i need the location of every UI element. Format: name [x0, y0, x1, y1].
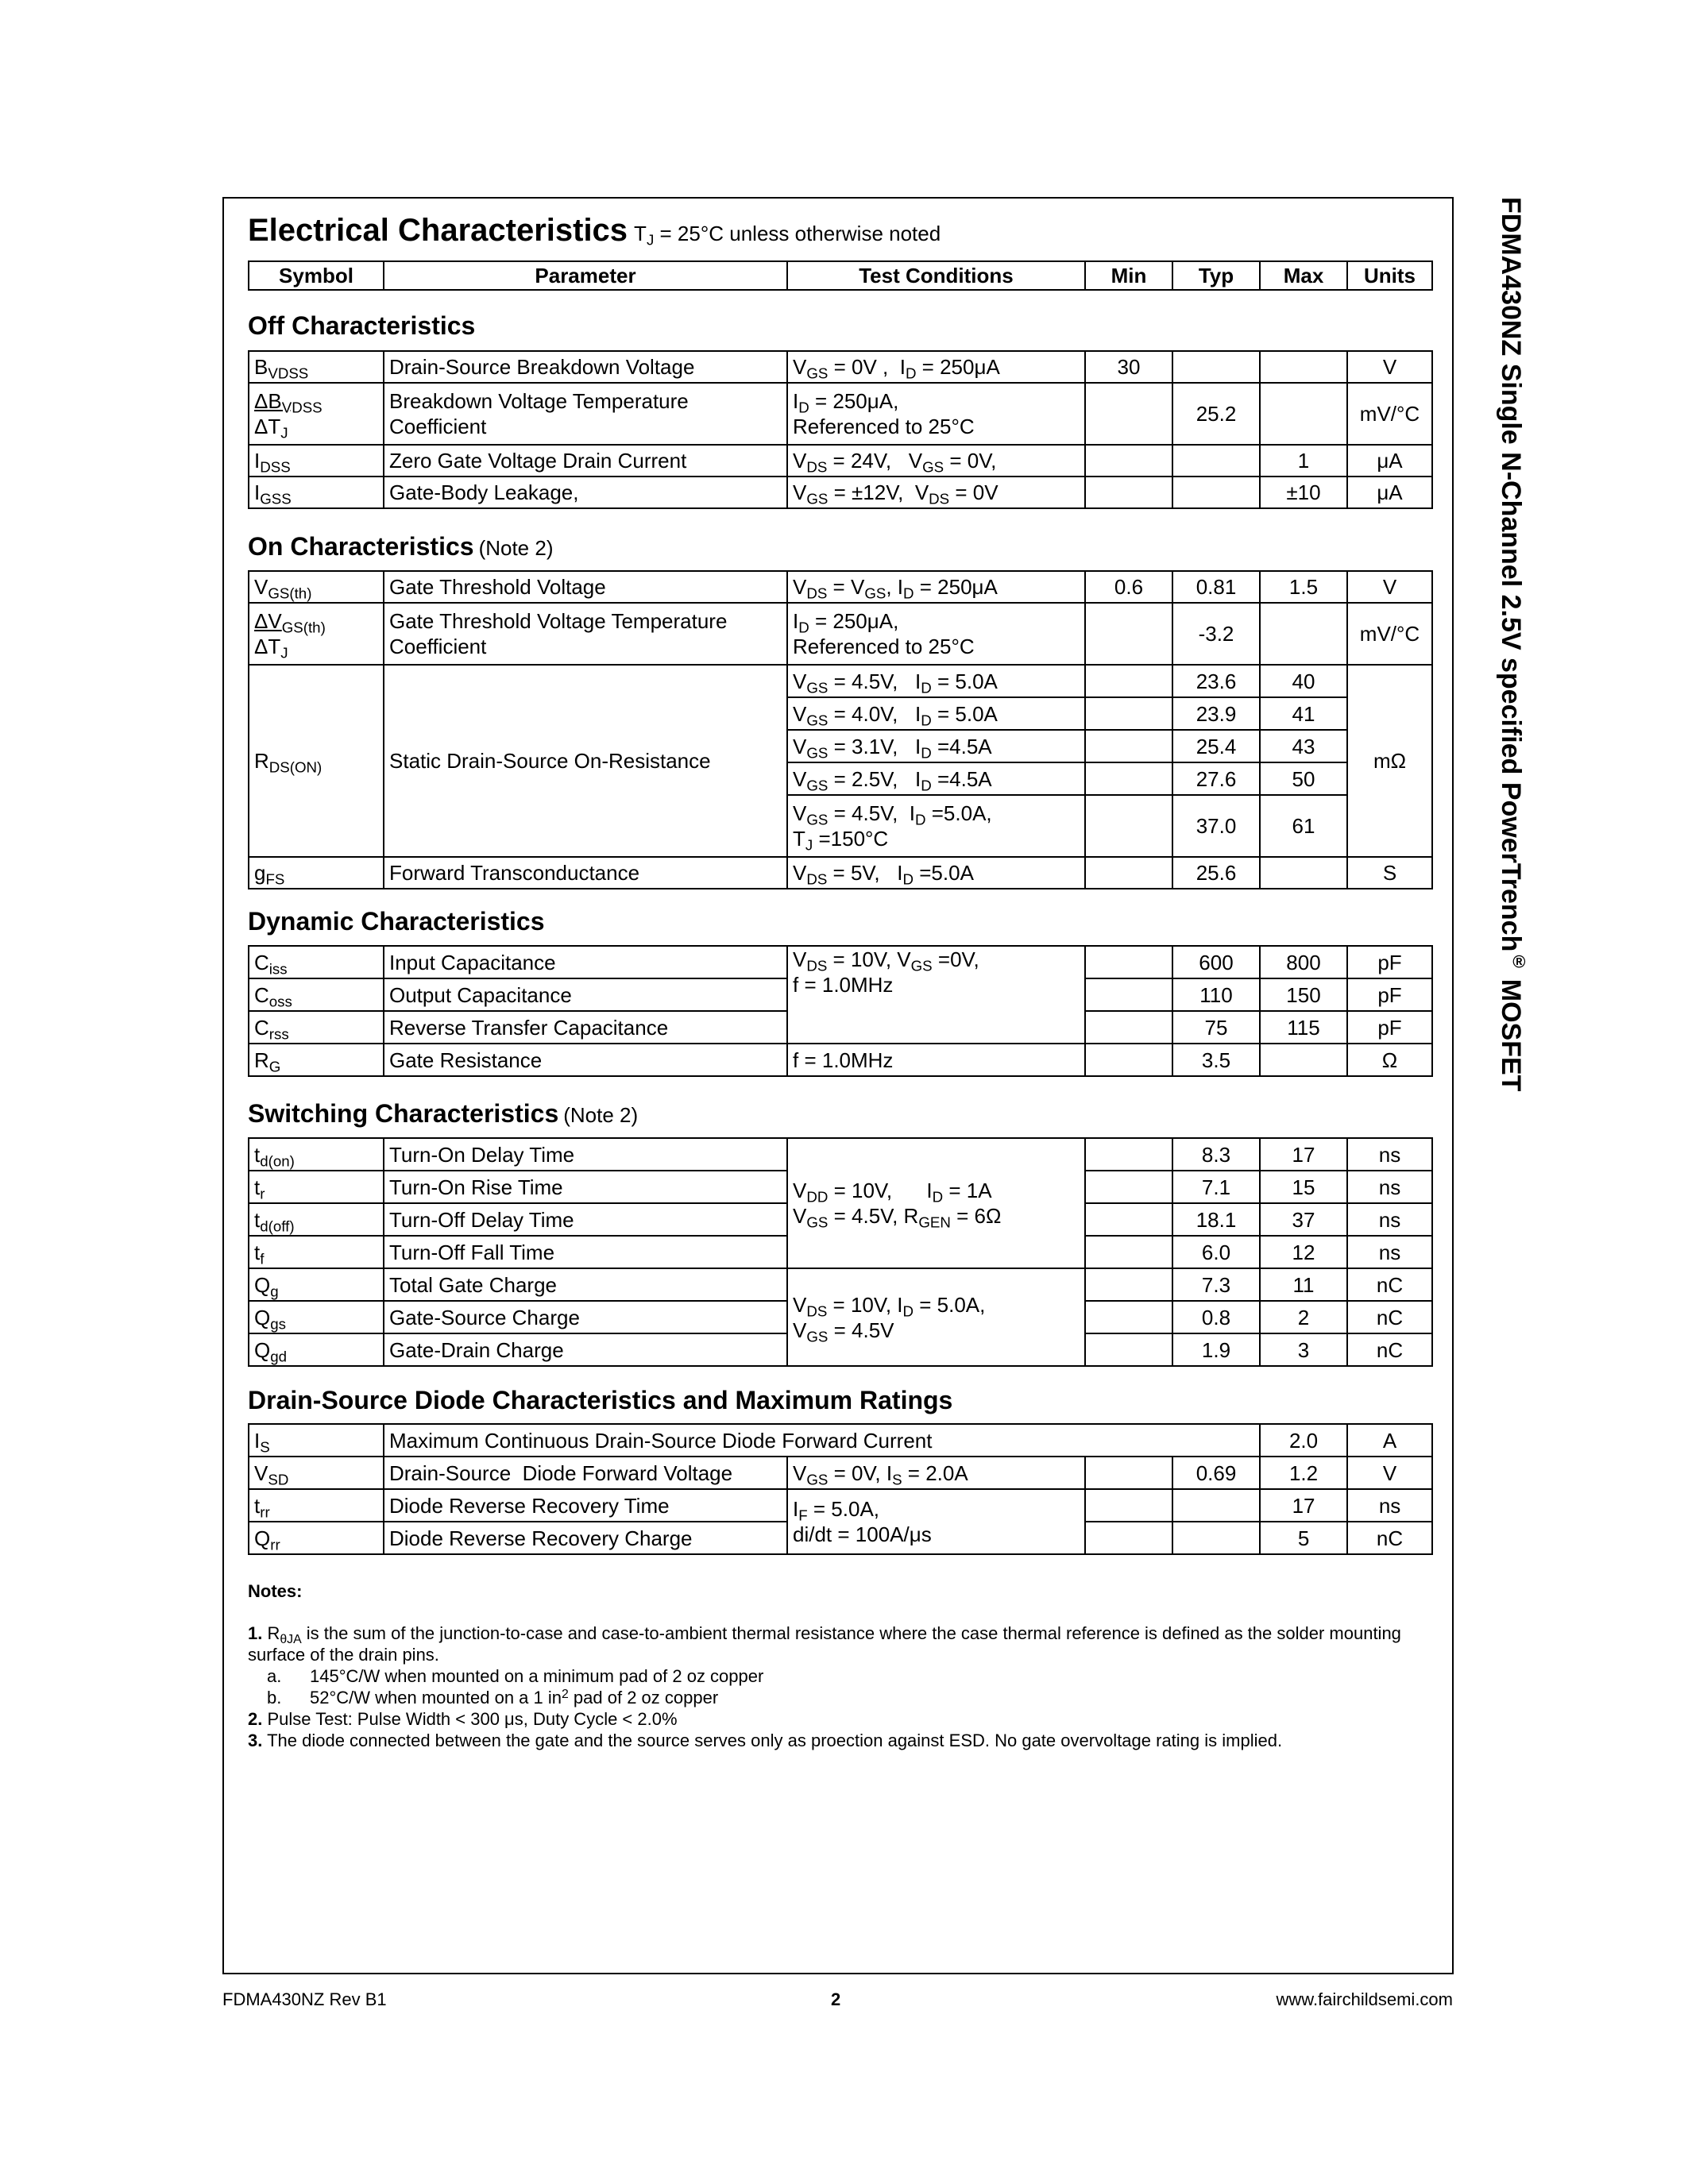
typ-cell: 0.8	[1172, 1301, 1260, 1333]
max-cell	[1260, 351, 1347, 383]
min-cell	[1085, 477, 1172, 508]
max-cell: 1	[1260, 445, 1347, 477]
parameter-cell: Gate Resistance	[384, 1044, 787, 1076]
units-cell: μA	[1347, 445, 1432, 477]
condition-cell: $V_{GS} = 4.5V$, $I_D = 5.0A$	[787, 665, 1085, 697]
table-row	[249, 1424, 1432, 1457]
typ-cell: 0.81	[1172, 571, 1260, 603]
max-cell	[1260, 603, 1347, 665]
min-cell	[1085, 1268, 1172, 1301]
max-cell: 1.5	[1260, 571, 1347, 603]
units-cell: pF	[1347, 946, 1432, 978]
units-cell: mV/°C	[1347, 383, 1432, 445]
min-cell	[1085, 1138, 1172, 1171]
units-cell: nC	[1347, 1301, 1432, 1333]
table-row	[249, 1268, 1432, 1301]
min-cell	[1085, 1011, 1172, 1044]
min-cell	[1085, 1457, 1172, 1489]
min-cell	[1085, 1301, 1172, 1333]
col-parameter: Parameter	[384, 261, 787, 290]
note-1: 1. $R_{\theta JA}$ is the sum of the junction-to-case and case-to-ambient thermal resistance where the case thermal reference is defined as the solder mounting surface of the drain pins.	[248, 1623, 1401, 1665]
parameter-cell: Gate-Body Leakage,	[384, 477, 787, 508]
units-cell: nC	[1347, 1268, 1432, 1301]
symbol-cell: $Q_{rr}$	[249, 1522, 384, 1554]
symbol-cell: $Q_g$	[249, 1268, 384, 1301]
min-cell	[1085, 795, 1172, 857]
units-cell: V	[1347, 351, 1432, 383]
header-table	[248, 260, 1433, 291]
units-cell: ns	[1347, 1489, 1432, 1522]
parameter-cell: Gate-Source Charge	[384, 1301, 787, 1333]
condition-cell: $V_{GS} = 4.0V$, $I_D = 5.0A$	[787, 697, 1085, 730]
page-title: Electrical Characteristics $T_J = 25^\circ C$ unless otherwise noted	[248, 213, 941, 249]
condition-cell: $V_{DS} = 5V$, $I_D =5.0A$	[787, 857, 1085, 889]
col-min: Min	[1085, 261, 1172, 290]
switching-table	[248, 1137, 1433, 1367]
max-cell: 50	[1260, 762, 1347, 795]
max-cell	[1260, 857, 1347, 889]
max-cell: 3	[1260, 1333, 1347, 1366]
parameter-cell: Turn-Off Delay Time	[384, 1203, 787, 1236]
parameter-cell: Diode Reverse Recovery Time	[384, 1489, 787, 1522]
typ-cell: 25.6	[1172, 857, 1260, 889]
table-row	[249, 946, 1432, 978]
units-cell: ns	[1347, 1236, 1432, 1268]
symbol-cell: $t_{rr}$	[249, 1489, 384, 1522]
units-cell: S	[1347, 857, 1432, 889]
units-cell: A	[1347, 1424, 1432, 1457]
parameter-cell: Input Capacitance	[384, 946, 787, 978]
typ-cell: 23.6	[1172, 665, 1260, 697]
typ-cell: 27.6	[1172, 762, 1260, 795]
units-cell: ns	[1347, 1138, 1432, 1171]
symbol-cell: $t_{d(off)}$	[249, 1203, 384, 1236]
min-cell	[1085, 762, 1172, 795]
units-cell: ns	[1347, 1171, 1432, 1203]
on-table	[248, 570, 1433, 889]
footer-website-link[interactable]: www.fairchildsemi.com	[1276, 1989, 1453, 2009]
max-cell: 5	[1260, 1522, 1347, 1554]
units-cell: nC	[1347, 1522, 1432, 1554]
note-1b: b. 52°C/W when mounted on a 1 $in^2$ pad of 2 oz copper	[267, 1687, 719, 1707]
parameter-cell: Diode Reverse Recovery Charge	[384, 1522, 787, 1554]
min-cell	[1085, 1333, 1172, 1366]
notes-heading: Notes:	[248, 1581, 303, 1601]
symbol-cell: $t_r$	[249, 1171, 384, 1203]
condition-cell: $V_{GS} = 3.1V$, $I_D =4.5A$	[787, 730, 1085, 762]
off-table	[248, 350, 1433, 509]
units-cell: V	[1347, 571, 1432, 603]
section-switching-title: Switching Characteristics (Note 2)	[248, 1099, 639, 1128]
typ-cell: 23.9	[1172, 697, 1260, 730]
table-row	[249, 665, 1432, 697]
symbol-cell: $C_{iss}$	[249, 946, 384, 978]
max-cell: 43	[1260, 730, 1347, 762]
typ-cell: 37.0	[1172, 795, 1260, 857]
parameter-cell: Output Capacitance	[384, 978, 787, 1011]
units-cell: Ω	[1347, 1044, 1432, 1076]
min-cell	[1085, 665, 1172, 697]
max-cell: ±10	[1260, 477, 1347, 508]
parameter-cell: Reverse Transfer Capacitance	[384, 1011, 787, 1044]
max-cell: 115	[1260, 1011, 1347, 1044]
max-cell: 61	[1260, 795, 1347, 857]
typ-cell: 7.1	[1172, 1171, 1260, 1203]
max-cell: 15	[1260, 1171, 1347, 1203]
dynamic-table	[248, 945, 1433, 1077]
symbol-cell: $R_{DS(ON)}$	[249, 665, 384, 857]
symbol-cell: $I_S$	[249, 1424, 384, 1457]
table-row	[249, 1138, 1432, 1171]
note-3: 3. The diode connected between the gate and the source serves only as proection against ESD. No gate overvoltage rating is implied.	[248, 1731, 1283, 1750]
parameter-cell: Turn-On Delay Time	[384, 1138, 787, 1171]
max-cell	[1260, 383, 1347, 445]
typ-cell: 3.5	[1172, 1044, 1260, 1076]
col-max: Max	[1260, 261, 1347, 290]
condition-cell: $V_{GS} = 0V$, $I_S = 2.0A$	[787, 1457, 1085, 1489]
symbol-cell: $B_{VDSS}$	[249, 351, 384, 383]
units-cell: μA	[1347, 477, 1432, 508]
notes	[248, 1580, 1436, 1751]
condition-cell: $V_{GS} = 0V$ , $I_D = 250\mu A$	[787, 351, 1085, 383]
max-cell: 150	[1260, 978, 1347, 1011]
parameter-cell: Drain-Source Breakdown Voltage	[384, 351, 787, 383]
table-header-row	[249, 261, 1432, 290]
condition-cell: f = 1.0MHz	[787, 1044, 1085, 1076]
parameter-cell: Gate Threshold Voltage	[384, 571, 787, 603]
symbol-cell: $Q_{gd}$	[249, 1333, 384, 1366]
condition-cell: $V_{DS} = 10V$, $V_{GS} =0V$, f = 1.0MHz	[787, 946, 1085, 1044]
table-row	[249, 1489, 1432, 1522]
typ-cell: 0.69	[1172, 1457, 1260, 1489]
min-cell: 30	[1085, 351, 1172, 383]
parameter-cell: Drain-Source Diode Forward Voltage	[384, 1457, 787, 1489]
typ-cell: 110	[1172, 978, 1260, 1011]
max-cell: 12	[1260, 1236, 1347, 1268]
table-row	[249, 857, 1432, 889]
min-cell	[1085, 978, 1172, 1011]
symbol-cell: $t_{d(on)}$	[249, 1138, 384, 1171]
min-cell	[1085, 1522, 1172, 1554]
min-cell	[1085, 946, 1172, 978]
max-cell: 11	[1260, 1268, 1347, 1301]
condition-cell: $V_{GS} = 2.5V$, $I_D =4.5A$	[787, 762, 1085, 795]
condition-cell: $I_F = 5.0A$, di/dt = 100A/μs	[787, 1489, 1085, 1554]
note-2: 2. Pulse Test: Pulse Width < 300 μs, Duty Cycle < 2.0%	[248, 1709, 678, 1729]
units-cell: V	[1347, 1457, 1432, 1489]
min-cell	[1085, 603, 1172, 665]
side-title: FDMA430NZ Single N-Channel 2.5V specified PowerTrench® MOSFET	[1496, 197, 1529, 1092]
min-cell	[1085, 1171, 1172, 1203]
min-cell	[1085, 445, 1172, 477]
section-on-title: On Characteristics (Note 2)	[248, 532, 554, 561]
symbol-cell: $C_{oss}$	[249, 978, 384, 1011]
typ-cell: 8.3	[1172, 1138, 1260, 1171]
max-cell: 2	[1260, 1301, 1347, 1333]
parameter-cell: Turn-Off Fall Time	[384, 1236, 787, 1268]
section-off-title: Off Characteristics	[248, 311, 476, 340]
table-row	[249, 445, 1432, 477]
symbol-cell: $R_G$	[249, 1044, 384, 1076]
min-cell	[1085, 697, 1172, 730]
parameter-cell: Maximum Continuous Drain-Source Diode Forward Current	[384, 1424, 1260, 1457]
min-cell	[1085, 383, 1172, 445]
parameter-cell: Turn-On Rise Time	[384, 1171, 787, 1203]
max-cell	[1260, 1044, 1347, 1076]
symbol-cell: $I_{GSS}$	[249, 477, 384, 508]
section-diode-title: Drain-Source Diode Characteristics and Maximum Ratings	[248, 1386, 953, 1414]
col-units: Units	[1347, 261, 1432, 290]
symbol-cell: $t_f$	[249, 1236, 384, 1268]
max-cell: 1.2	[1260, 1457, 1347, 1489]
condition-cell: $V_{DS} = 24V$, $V_{GS} = 0V$,	[787, 445, 1085, 477]
symbol-cell: $V_{GS(th)}$	[249, 571, 384, 603]
footer-doc-id: FDMA430NZ Rev B1	[222, 1989, 387, 2009]
symbol-cell: $Q_{gs}$	[249, 1301, 384, 1333]
typ-cell	[1172, 351, 1260, 383]
diode-table	[248, 1423, 1433, 1555]
condition-cell: $V_{GS} = 4.5V$, $I_D =5.0A$, $T_J =150^\circ C$	[787, 795, 1085, 857]
table-row	[249, 351, 1432, 383]
symbol-cell: $\Delta B_{VDSS}$ $\Delta T_J$	[249, 383, 384, 445]
condition-cell: $V_{DS} = V_{GS}$, $I_D = 250\mu A$	[787, 571, 1085, 603]
typ-cell	[1172, 445, 1260, 477]
units-cell: mΩ	[1347, 665, 1432, 857]
table-row	[249, 383, 1432, 445]
units-cell: ns	[1347, 1203, 1432, 1236]
min-cell	[1085, 730, 1172, 762]
condition-cell: $I_D = 250\mu A$, Referenced to 25°C	[787, 603, 1085, 665]
units-cell: mV/°C	[1347, 603, 1432, 665]
symbol-cell: $C_{rss}$	[249, 1011, 384, 1044]
min-cell	[1085, 1489, 1172, 1522]
max-cell: 17	[1260, 1489, 1347, 1522]
parameter-cell: Breakdown Voltage Temperature Coefficient	[384, 383, 787, 445]
parameter-cell: Zero Gate Voltage Drain Current	[384, 445, 787, 477]
condition-cell: $I_D = 250\mu A$, Referenced to 25°C	[787, 383, 1085, 445]
condition-cell: $V_{DS} = 10V$, $I_D = 5.0A$, $V_{GS} = 4.5V$	[787, 1268, 1085, 1366]
col-test-conditions: Test Conditions	[787, 261, 1085, 290]
symbol-cell: $\Delta V_{GS(th)}$ $\Delta T_J$	[249, 603, 384, 665]
typ-cell: 75	[1172, 1011, 1260, 1044]
section-dynamic-title: Dynamic Characteristics	[248, 907, 545, 936]
typ-cell: 25.2	[1172, 383, 1260, 445]
min-cell	[1085, 1203, 1172, 1236]
typ-cell: -3.2	[1172, 603, 1260, 665]
footer-page-number: 2	[831, 1989, 841, 2009]
typ-cell: 25.4	[1172, 730, 1260, 762]
condition-cell: $V_{DD} = 10V$, $I_D = 1A$ $V_{GS} = 4.5V$, $R_{GEN} = 6\Omega$	[787, 1138, 1085, 1268]
symbol-cell: $g_{FS}$	[249, 857, 384, 889]
max-cell: 800	[1260, 946, 1347, 978]
col-typ: Typ	[1172, 261, 1260, 290]
table-row	[249, 477, 1432, 508]
max-cell: 2.0	[1260, 1424, 1347, 1457]
typ-cell: 1.9	[1172, 1333, 1260, 1366]
typ-cell	[1172, 1522, 1260, 1554]
table-row	[249, 1044, 1432, 1076]
min-cell	[1085, 857, 1172, 889]
min-cell: 0.6	[1085, 571, 1172, 603]
min-cell	[1085, 1236, 1172, 1268]
table-row	[249, 603, 1432, 665]
condition-cell: $V_{GS} = \pm 12V$, $V_{DS} = 0V$	[787, 477, 1085, 508]
max-cell: 40	[1260, 665, 1347, 697]
table-row	[249, 1457, 1432, 1489]
note-1a: a. 145°C/W when mounted on a minimum pad of 2 oz copper	[267, 1666, 764, 1686]
units-cell: nC	[1347, 1333, 1432, 1366]
table-row	[249, 571, 1432, 603]
parameter-cell: Total Gate Charge	[384, 1268, 787, 1301]
typ-cell: 18.1	[1172, 1203, 1260, 1236]
typ-cell: 600	[1172, 946, 1260, 978]
parameter-cell: Gate-Drain Charge	[384, 1333, 787, 1366]
parameter-cell: Forward Transconductance	[384, 857, 787, 889]
min-cell	[1085, 1044, 1172, 1076]
typ-cell	[1172, 477, 1260, 508]
typ-cell	[1172, 1489, 1260, 1522]
typ-cell: 6.0	[1172, 1236, 1260, 1268]
symbol-cell: $I_{DSS}$	[249, 445, 384, 477]
typ-cell: 7.3	[1172, 1268, 1260, 1301]
parameter-cell: Static Drain-Source On-Resistance	[384, 665, 787, 857]
col-symbol: Symbol	[249, 261, 384, 290]
max-cell: 41	[1260, 697, 1347, 730]
max-cell: 37	[1260, 1203, 1347, 1236]
symbol-cell: $V_{SD}$	[249, 1457, 384, 1489]
parameter-cell: Gate Threshold Voltage Temperature Coefficient	[384, 603, 787, 665]
units-cell: pF	[1347, 1011, 1432, 1044]
units-cell: pF	[1347, 978, 1432, 1011]
max-cell: 17	[1260, 1138, 1347, 1171]
